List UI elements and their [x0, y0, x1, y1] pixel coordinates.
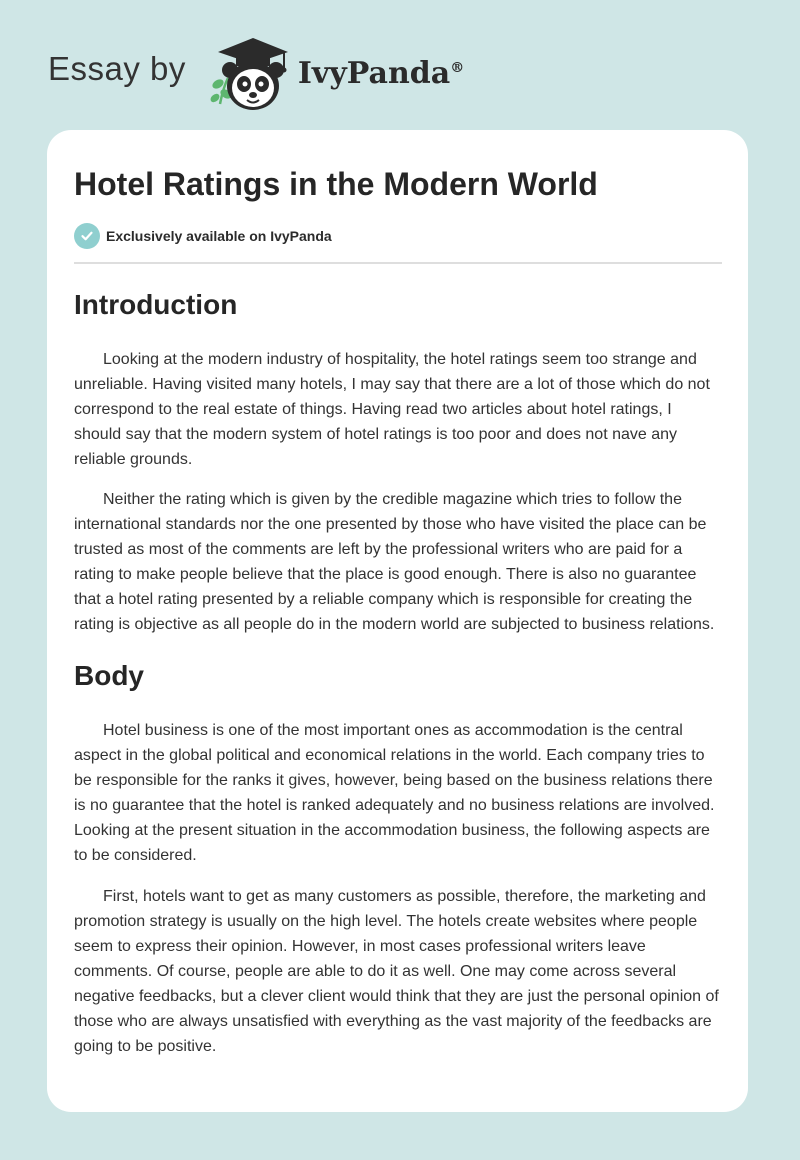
exclusive-badge — [74, 222, 722, 250]
paragraph: Neither the rating which is given by the credible magazine which tries to follow the international standards nor the one presented by those who have visited the place can be trusted as most of the comments are left by the professional writers who are paid for a rating to make people believe that the place is good enough. There is also no guarantee that a hotel rating presented by a reliable company which is responsible for creating the rating is objective as all people do in the modern world are subjected to business relations. — [74, 491, 715, 633]
section-introduction — [74, 288, 722, 637]
site-header — [48, 34, 464, 114]
section-heading: Introduction — [74, 289, 238, 320]
page-title: Hotel Ratings in the Modern World — [74, 166, 598, 202]
paragraph: First, hotels want to get as many customers as possible, therefore, the marketing and promotion strategy is usually on the high level. The hotels create websites where people seem to express their opinion. However, in most cases professional writers leave comments. Of course, people are able to do it as well. One may come across several negative feedbacks, but a clever client would think that they are just the personal opinion of those who are always unsatisfied with everything as the vast majority of the feedbacks are going to be positive. — [74, 888, 719, 1055]
paragraph: Hotel business is one of the most important ones as accommodation is the central aspect in the global political and economical relations in the world. Each company tries to be responsible for the ranks it gives, however, being based on the business relations there is no guarantee that the hotel is ranked adequately and no business relations are involved. Looking at the present situation in the accommodation business, the following aspects are to be considered. — [74, 722, 715, 864]
section-body — [74, 659, 722, 1059]
paragraph: Looking at the modern industry of hospitality, the hotel ratings seem too strange and unreliable. Having visited many hotels, I may say that there are a lot of those which do not correspond to the real estate of things. Having read two articles about hotel ratings, I should say that the modern system of hotel ratings is too poor and does not nave any reliable grounds. — [74, 351, 710, 468]
exclusive-label: Exclusively available on IvyPanda — [106, 228, 332, 244]
essay-by-label: Essay by — [48, 50, 186, 87]
divider — [74, 262, 722, 264]
section-heading: Body — [74, 660, 144, 691]
ivypanda-logo[interactable] — [200, 34, 464, 114]
essay-card — [47, 130, 748, 1112]
brand-name: IvyPanda® — [297, 55, 465, 91]
check-circle-icon — [74, 223, 100, 249]
panda-graduate-icon — [200, 34, 292, 114]
